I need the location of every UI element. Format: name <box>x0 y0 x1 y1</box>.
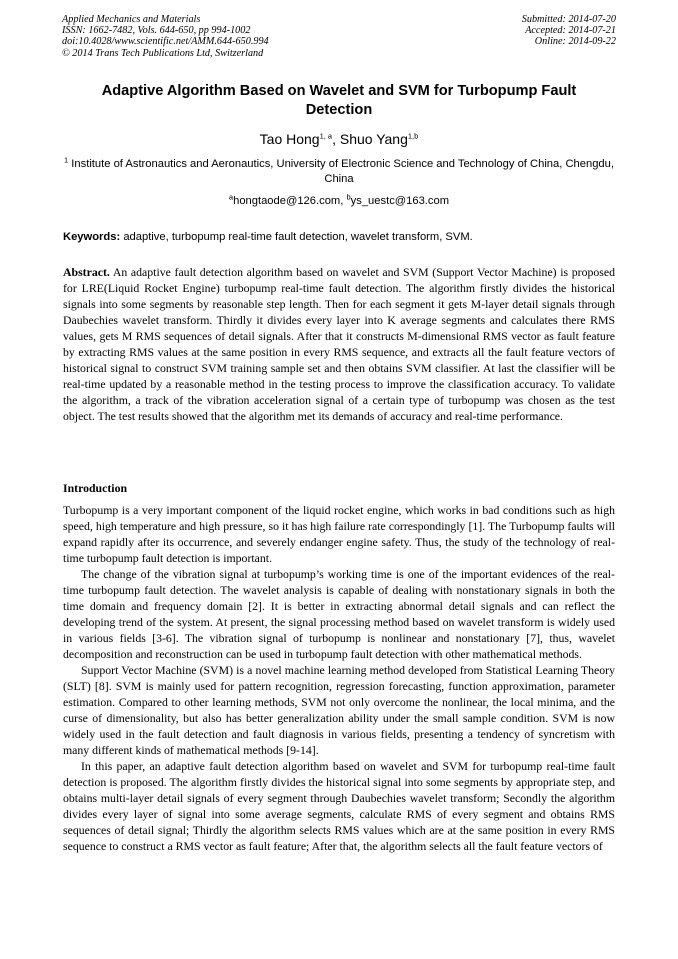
journal-name: Applied Mechanics and Materials <box>62 14 201 25</box>
email-separator: , <box>340 195 347 207</box>
author-emails <box>62 194 616 208</box>
accepted-date: Accepted: 2014-07-21 <box>525 25 616 37</box>
publication-info <box>62 14 392 59</box>
section-heading: Introduction <box>63 481 128 495</box>
keywords-text: adaptive, turbopump real-time fault detection, wavelet transform, SVM. <box>123 231 473 243</box>
affiliation-text: Institute of Astronautics and Aeronautics, University of Electronic Science and Technology of China, Chengdu, China <box>71 158 614 185</box>
author-list <box>62 130 616 148</box>
copyright-line: © 2014 Trans Tech Publications Ltd, Switzerland <box>62 47 264 59</box>
email-link[interactable]: ys_uestc@163.com <box>350 195 450 207</box>
paragraph: In this paper, an adaptive fault detection algorithm based on wavelet and SVM for turbopump real-time fault detection is proposed. The algorithm firstly divides the historical signal into some segments by appropriate step, and obtains multi-layer detail signals of every segment through Daubechies wavelet transform; Secondly the algorithm divides every layer of signal into some average segments, calculate RMS of every segment and obtains RMS sequences of detail signal; Thirdly the algorithm selects RMS values which are at the same position in every RMS sequence to construct a RMS vector as fault feature; After that, the algorithm selects all the fault feature vectors of <box>63 759 615 853</box>
doi-line: doi:10.4028/www.scientific.net/AMM.644-650.994 <box>62 36 269 48</box>
online-date: Online: 2014-09-22 <box>534 36 616 48</box>
paragraph: The change of the vibration signal at turbopump’s working time is one of the important evidences of the real-time turbopump fault detection. The wavelet analysis is capable of dealing with nonstationary signals in both the time domain and frequency domain [2]. It is better in extracting abnormal detail signals and can reflect the developing trend of the system. At present, the signal processing method based on wavelet transform is widely used in various fields [3-6]. The vibration signal of turbopump is nonlinear and nonstationary [7], thus, wavelet decomposition and reconstruction can be used in turbopump fault detection with other mathematical methods. <box>63 567 615 661</box>
email-mark: a <box>228 192 234 202</box>
email-mark: b <box>346 192 351 202</box>
abstract-label: Abstract. <box>63 265 110 279</box>
paper-title: Adaptive Algorithm Based on Wavelet and SVM for Turbopump Fault Detection <box>101 83 577 118</box>
abstract-text: An adaptive fault detection algorithm based on wavelet and SVM (Support Vector Machine) is proposed for LRE(Liquid Rocket Engine) turbopump real-time fault detection. The algorithm firstly divides the historical signals into some segments by reasonable step length. Then for each segment it gets M-layer detail signals through Daubechies wavelet transform. Thirdly it divides every layer into K average segments and calculates there RMS values, gets M RMS sequences of detail signals. After that it constructs M-dimensional RMS vector as fault feature by extracting RMS values at the same position in every RMS sequence, and extracts all the fault feature vectors of historical signal to construct SVM training sample set and then obtains SVM classifier. At last the classifier will be real-time updated by a reasonable method in the testing process to improve the classification accuracy. To validate the algorithm, a track of the vibration acceleration signal of a certain type of turbopump was chosen as the test object. The test results showed that the algorithm met its demands of accuracy and real-time performance. <box>63 265 615 423</box>
affiliation <box>62 157 616 187</box>
issn-line: ISSN: 1662-7482, Vols. 644-650, pp 994-1002 <box>62 25 251 37</box>
author-affiliation-mark: 1,b <box>407 131 419 141</box>
abstract <box>63 264 615 424</box>
author-name: Shuo Yang <box>339 131 408 147</box>
author-separator: , <box>332 131 340 147</box>
author-affiliation-mark: 1, a <box>319 131 333 141</box>
paragraph: Support Vector Machine (SVM) is a novel machine learning method developed from Statistical Learning Theory (SLT) [8]. SVM is mainly used for pattern recognition, regression forecasting, function approximation, parameter estimation. Compared to other learning methods, SVM not only overcome the nonlinear, the local minima, and the curse of dimensionality, but also has better generalization ability under the small sample condition. SVM is now widely used in the fault detection and fault diagnosis in various fields, presenting a tendency of syncretism with many different kinds of mathematical methods [9-14]. <box>63 663 615 757</box>
keywords-line <box>63 230 615 244</box>
affiliation-mark: 1 <box>64 155 69 165</box>
submitted-date: Submitted: 2014-07-20 <box>521 14 616 25</box>
submission-dates <box>396 14 616 48</box>
keywords-label: Keywords: <box>63 231 121 243</box>
introduction-section <box>63 502 615 854</box>
paragraph: Turbopump is a very important component of the liquid rocket engine, which works in bad conditions such as high speed, high temperature and high pressure, so it has high failure rate correspondingly [1]. The Turbopump faults will expand rapidly after its occurrence, and severely endanger engine safety. Thus, the study of the technology of real-time turbopump fault detection is important. <box>63 503 615 565</box>
author-name: Tao Hong <box>259 131 320 147</box>
email-link[interactable]: hongtaode@126.com <box>233 195 341 207</box>
